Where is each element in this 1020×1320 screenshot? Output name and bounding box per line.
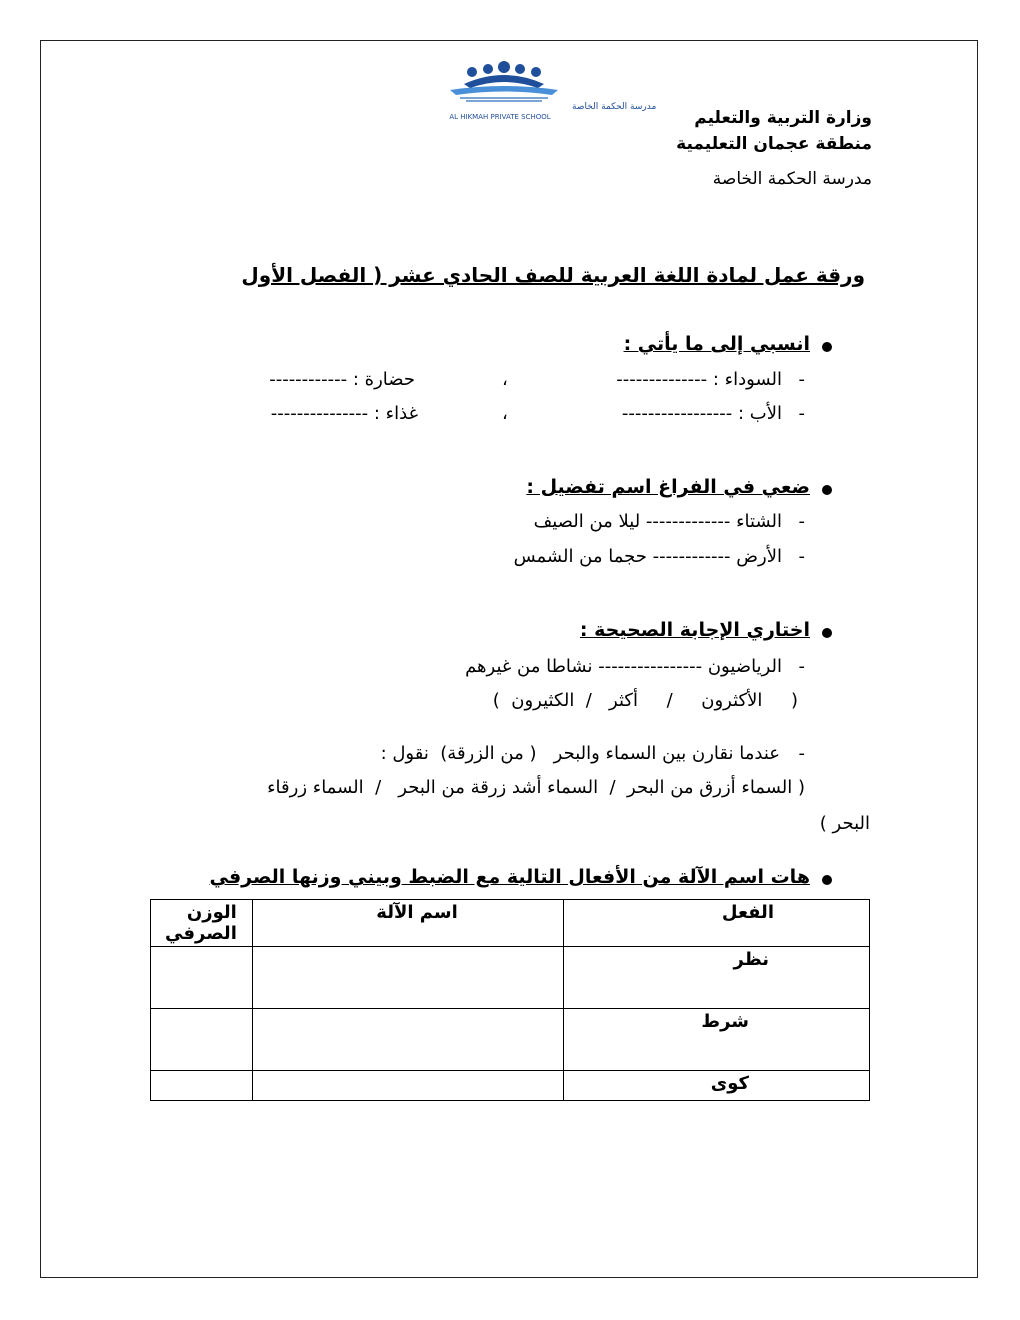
ministry-name: وزارة التربية والتعليم — [694, 108, 872, 128]
table-header-row — [151, 900, 870, 947]
dash-icon: - — [798, 546, 805, 567]
header-instrument-name: اسم الآلة — [252, 900, 563, 947]
verb-cell: كوى — [563, 1071, 869, 1101]
table-row — [151, 947, 870, 1009]
s1-line1-sep: ، — [502, 369, 508, 390]
s3-q2-options: ( السماء أزرق من البحر / السماء أشد زرقة من البحر / السماء زرقاء — [267, 777, 805, 798]
bullet-icon — [822, 485, 832, 495]
s1-line2-right: الأب : ----------------- — [621, 403, 782, 424]
s1-line1-left: حضارة : ------------ — [269, 369, 415, 390]
header-verb: الفعل — [563, 900, 869, 947]
zone-name: منطقة عجمان التعليمية — [676, 134, 872, 154]
s1-line1-right: السوداء : -------------- — [616, 369, 782, 390]
school-logo-graphic — [420, 62, 657, 124]
dash-icon: - — [798, 369, 805, 390]
worksheet-title: ورقة عمل لمادة اللغة العربية للصف الحادي عشر ( الفصل الأول — [241, 263, 865, 287]
answer-cell[interactable] — [252, 947, 563, 1009]
answer-cell[interactable] — [252, 1009, 563, 1071]
logo-text-en: AL HIKMAH PRIVATE SCHOOL — [449, 113, 551, 121]
s1-line2-left: غذاء : --------------- — [270, 403, 418, 424]
section4-heading: هات اسم الآلة من الأفعال التالية مع الضبط وبيني وزنها الصرفي — [209, 866, 810, 888]
verb-cell: شرط — [563, 1009, 869, 1071]
table-row — [151, 1071, 870, 1101]
s2-line2: الأرض ------------ حجما من الشمس — [513, 546, 782, 567]
dash-icon: - — [798, 743, 805, 764]
s3-q1: الرياضيون ---------------- نشاطا من غيرهم — [465, 656, 782, 677]
s3-q1-options: ( الأكثرون / أكثر / الكثيرون ) — [492, 690, 798, 711]
school-logo — [420, 62, 657, 124]
school-name: مدرسة الحكمة الخاصة — [712, 169, 872, 189]
bullet-icon — [822, 342, 832, 352]
verbs-table — [150, 899, 870, 1101]
s2-line1: الشتاء ------------- ليلا من الصيف — [533, 511, 782, 532]
dash-icon: - — [798, 511, 805, 532]
logo-text-ar: مدرسة الحكمة الخاصة — [572, 102, 657, 112]
answer-cell[interactable] — [151, 1071, 253, 1101]
section3-heading: اختاري الإجابة الصحيحة : — [579, 619, 810, 641]
answer-cell[interactable] — [151, 947, 253, 1009]
answer-cell[interactable] — [151, 1009, 253, 1071]
s1-line2-sep: ، — [502, 403, 508, 424]
header-morphological-weight: الوزن الصرفي — [151, 900, 253, 947]
section1-heading: انسبي إلى ما يأتي : — [623, 333, 810, 355]
dash-icon: - — [798, 656, 805, 677]
verb-cell: نظر — [563, 947, 869, 1009]
table-row — [151, 1009, 870, 1071]
section2-heading: ضعي في الفراغ اسم تفضيل : — [526, 476, 810, 498]
bullet-icon — [822, 875, 832, 885]
answer-cell[interactable] — [252, 1071, 563, 1101]
s3-q2-options-cont: البحر ) — [819, 813, 870, 834]
bullet-icon — [822, 628, 832, 638]
dash-icon: - — [798, 403, 805, 424]
s3-q2: عندما نقارن بين السماء والبحر ( من الزرقة) نقول : — [380, 743, 780, 764]
